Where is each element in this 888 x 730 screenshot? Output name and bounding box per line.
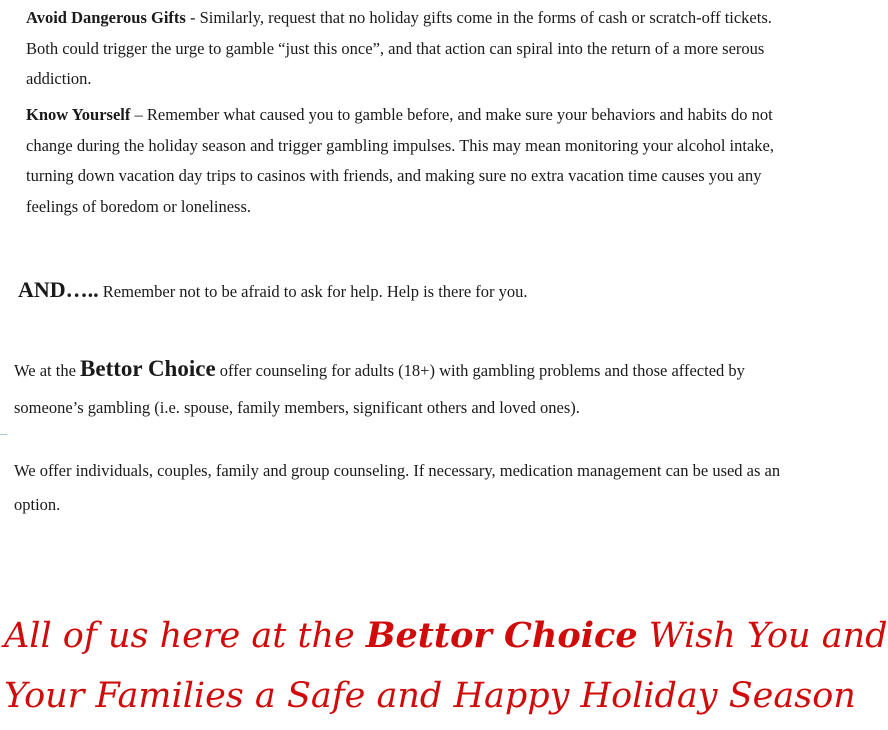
heading-avoid-dangerous-gifts: Avoid Dangerous Gifts	[26, 8, 186, 27]
text-services: We offer individuals, couples, family and group counseling. If necessary, medication management can be used as an option.	[14, 461, 781, 514]
paragraph-know-yourself	[26, 100, 806, 222]
text-avoid-dangerous-gifts: - Similarly, request that no holiday gifts come in the forms of cash or scratch-off tickets. Both could trigger the urge to gamble “just this once”, and that action can spiral into the return of a more serous addiction.	[26, 8, 772, 88]
text-ask-for-help: Remember not to be afraid to ask for help. Help is there for you.	[98, 282, 528, 301]
holiday-greeting	[4, 606, 888, 726]
paragraph-services	[14, 454, 794, 522]
greeting-brand: Bettor Choice	[365, 615, 638, 656]
text-we-at-the: We at the	[14, 361, 81, 380]
greeting-line-1-end: Wish You and	[637, 616, 888, 656]
margin-mark	[0, 434, 7, 435]
paragraph-avoid-dangerous-gifts	[26, 3, 806, 95]
paragraph-ask-for-help	[18, 275, 798, 308]
heading-know-yourself: Know Yourself	[26, 105, 131, 124]
brand-name: Bettor Choice	[80, 356, 216, 381]
text-counseling-offer: offer counseling for adults (18+) with gambling problems and those affected by someone’s gambling (i.e. spouse, family members, significant others and loved ones).	[14, 361, 745, 417]
greeting-line-2: Your Families a Safe and Happy Holiday Season	[4, 676, 856, 716]
and-lead: AND…..	[18, 277, 99, 302]
text-know-yourself: – Remember what caused you to gamble before, and make sure your behaviors and habits do not change during the holiday season and trigger gambling impulses. This may mean monitoring your alcohol intake, turning down vacation day trips to casinos with friends, and making sure no extra vacation time causes you any feelings of boredom or loneliness.	[26, 105, 774, 216]
paragraph-bettor-choice-counseling	[14, 350, 794, 426]
greeting-pre: All of us here at the	[4, 616, 366, 656]
greeting-line-1	[4, 606, 888, 666]
